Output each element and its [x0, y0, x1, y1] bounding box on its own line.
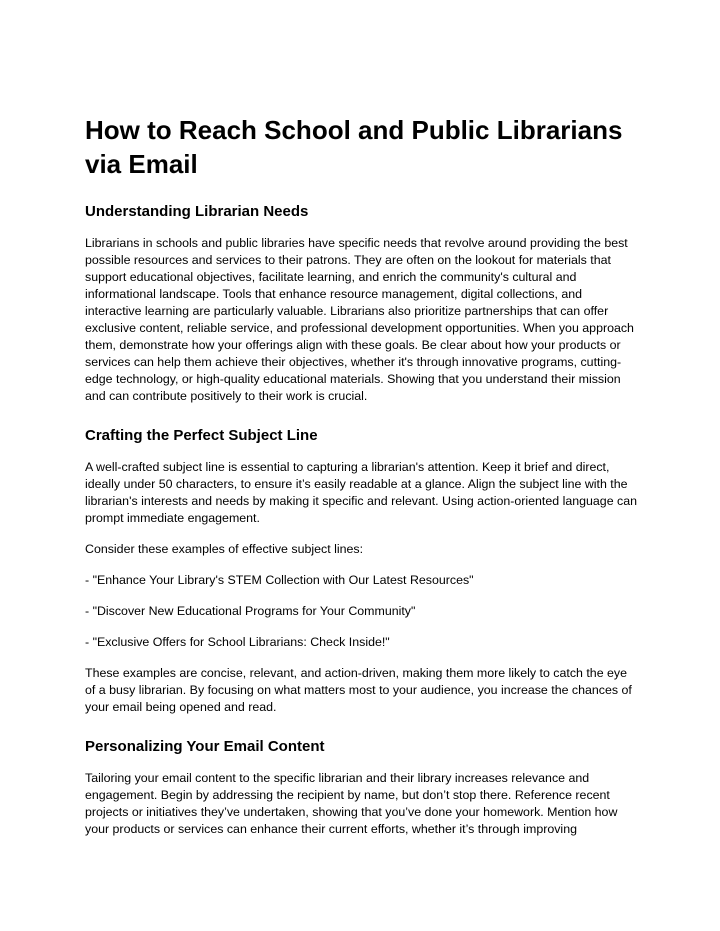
document-page — [85, 113, 640, 838]
list-item: - "Exclusive Offers for School Librarians: Check Inside!" — [85, 635, 390, 649]
section-heading-subject-line: Crafting the Perfect Subject Line — [85, 427, 318, 444]
section-heading-understanding: Understanding Librarian Needs — [85, 203, 309, 220]
paragraph: These examples are concise, relevant, and action-driven, making them more likely to catch the eye of a busy librarian. By focusing on what matters most to your audience, you increase the chances of your email being opened and read. — [85, 666, 632, 714]
list-item: - "Discover New Educational Programs for Your Community" — [85, 604, 416, 618]
paragraph: Librarians in schools and public libraries have specific needs that revolve around providing the best possible resources and services to their patrons. They are often on the lookout for materials that support educational objectives, facilitate learning, and enrich the community's cultural and informational landscape. Tools that enhance resource management, digital collections, and interactive learning are particularly valuable. Librarians also prioritize partnerships that can offer exclusive content, reliable service, and professional development opportunities. When you approach them, demonstrate how your offerings align with these goals. Be clear about how your products or services can help them achieve their objectives, whether it's through innovative programs, cutting-edge technology, or high-quality educational materials. Showing that you understand their mission and can contribute positively to their work is crucial. — [85, 236, 634, 403]
section-heading-personalizing: Personalizing Your Email Content — [85, 738, 325, 755]
list-item: - "Enhance Your Library's STEM Collection with Our Latest Resources" — [85, 573, 474, 587]
paragraph: Tailoring your email content to the specific librarian and their library increases relevance and engagement. Begin by addressing the recipient by name, but don’t stop there. Reference recent projects or initiatives they’ve undertaken, showing that you’ve done your homework. Mention how your products or services can enhance their current efforts, whether it’s through improving — [85, 771, 618, 836]
paragraph: Consider these examples of effective subject lines: — [85, 542, 364, 556]
document-title: How to Reach School and Public Librarians via Email — [85, 115, 623, 179]
paragraph: A well-crafted subject line is essential to capturing a librarian's attention. Keep it brief and direct, ideally under 50 characters, to ensure it’s easily readable at a glance. Align the subject line with the librarian's interests and needs by making it specific and relevant. Using action-oriented language can prompt immediate engagement. — [85, 460, 638, 525]
